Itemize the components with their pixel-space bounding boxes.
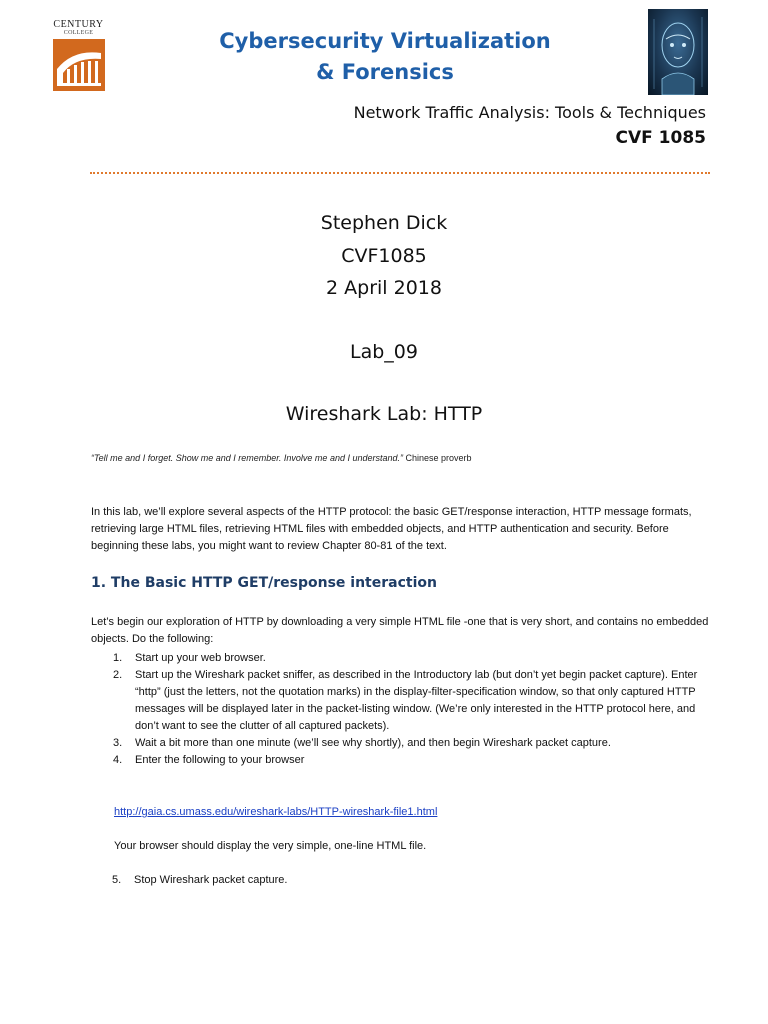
course-code: CVF 1085 [615,128,706,148]
course-id: CVF1085 [341,245,427,267]
quote-text: “Tell me and I forget. Show me and I remember. Involve me and I understand.” [91,453,403,463]
step-item: 4. Enter the following to your browser [113,754,305,766]
intro-paragraph: In this lab, we’ll explore several aspects of the HTTP protocol: the basic GET/response interaction, HTTP message formats, retrieving large HTML files, retrieving HTML files with embedded objects, and HTTP authentication and security. Before beginning these labs, you might want to review Chapter 80-81 of the text. [91,506,692,552]
quote-source: Chinese proverb [403,453,472,463]
lead-paragraph: Let’s begin our exploration of HTTP by downloading a very simple HTML file -one that is very short, and contains no embedded objects. Do the following: [91,616,709,645]
wireshark-file-link[interactable]: http://gaia.cs.umass.edu/wireshark-labs/HTTP-wireshark-file1.html [114,806,438,818]
century-college-logo [51,19,106,91]
step-item-5: 5. Stop Wireshark packet capture. [112,874,288,886]
cyber-head-image [648,9,708,95]
lab-title: Wireshark Lab: HTTP [285,403,483,425]
header-title [180,26,590,88]
step-item: 1. Start up your web browser. [113,652,266,664]
step-item: 2. Start up the Wireshark packet sniffer, as described in the Introductory lab (but don’t yet begin packet capture). Enter “http” (just the letters, not the quotation marks) in the display-filter-specification window, so that only captured HTTP messages will be displayed later in the packet-listing window. (We’re only interested in the HTTP protocol here, and don’t want to see the clutter of all captured packets). [113,669,698,732]
logo-sub: COLLEGE [63,30,94,36]
lab-number: Lab_09 [350,341,418,363]
header-title-line1: Cybersecurity Virtualization [219,29,551,53]
section-heading: 1. The Basic HTTP GET/response interaction [91,575,437,591]
logo-name: CENTURY [53,19,104,30]
author-name: Stephen Dick [320,212,448,234]
digital-head-icon [648,9,708,95]
steps-list [91,650,713,769]
logo-emblem-icon [53,39,105,91]
header-title-line2: & Forensics [316,60,454,84]
course-name: Network Traffic Analysis: Tools & Techniques [353,103,706,122]
report-date: 2 April 2018 [326,277,442,299]
browser-note: Your browser should display the very simple, one-line HTML file. [114,840,427,852]
proverb-quote [91,453,472,463]
header-divider [90,172,710,174]
step-item: 3. Wait a bit more than one minute (we’ll see why shortly), and then begin Wireshark packet capture. [113,737,611,749]
